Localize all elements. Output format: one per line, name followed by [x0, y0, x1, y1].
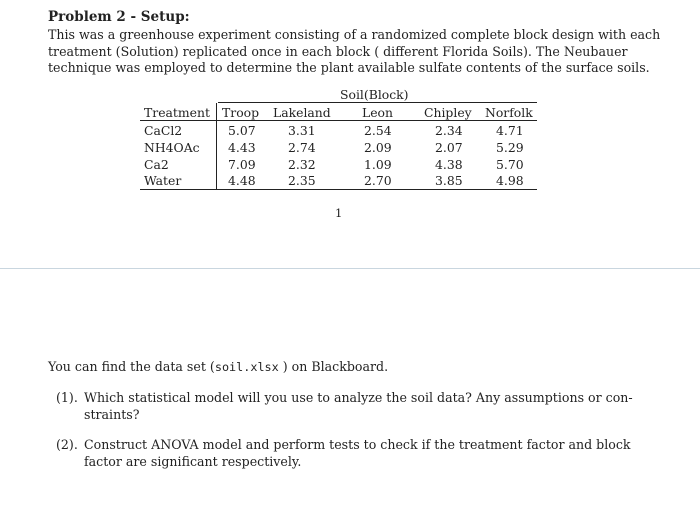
table-cell: 2.35 — [288, 173, 316, 188]
question-text — [84, 389, 664, 423]
description-line: technique was employed to determine the plant available sulfate contents of the surface soils. — [48, 60, 650, 75]
question-number: (1). — [56, 390, 78, 405]
table-cell: 2.54 — [364, 123, 392, 138]
group-header-soil-block: Soil(Block) — [340, 87, 409, 102]
question-number: (2). — [56, 437, 78, 452]
table-cell: 5.29 — [496, 140, 524, 155]
intro-text: You can find the data set ( — [48, 359, 215, 374]
table-cell: Water — [144, 173, 182, 188]
table-cell: NH4OAc — [144, 140, 200, 155]
table-rule-bottom — [140, 189, 537, 190]
table-rule-header — [140, 120, 537, 121]
table-cell: 4.98 — [496, 173, 524, 188]
table-cell: 4.43 — [228, 140, 256, 155]
column-header-chipley: Chipley — [424, 105, 472, 120]
problem-heading: Problem 2 - Setup: — [48, 9, 190, 25]
table-cell: 1.09 — [364, 157, 392, 172]
table-cell: 5.07 — [228, 123, 256, 138]
table-rule-top — [218, 102, 537, 103]
table-cell: 2.09 — [364, 140, 392, 155]
table-cell: 2.74 — [288, 140, 316, 155]
table-cell: 3.31 — [288, 123, 316, 138]
question-line: Construct ANOVA model and perform tests to check if the treatment factor and block — [84, 437, 631, 452]
table-cell: 4.38 — [435, 157, 463, 172]
question-line: straints? — [84, 407, 140, 422]
table-cell: 2.70 — [364, 173, 392, 188]
table-cell: CaCl2 — [144, 123, 183, 138]
page-2 — [0, 269, 700, 513]
table-cell: 4.71 — [496, 123, 524, 138]
page-number: 1 — [335, 206, 343, 220]
table-cell: 7.09 — [228, 157, 256, 172]
table-cell: 3.85 — [435, 173, 463, 188]
table-cell: 2.34 — [435, 123, 463, 138]
table-cell: 5.70 — [496, 157, 524, 172]
table-cell: Ca2 — [144, 157, 169, 172]
dataset-filename: soil.xlsx — [214, 360, 279, 374]
table-cell: 2.32 — [288, 157, 316, 172]
column-header-treatment: Treatment — [144, 105, 210, 120]
table-cell: 4.48 — [228, 173, 256, 188]
table-vertical-rule — [216, 103, 217, 190]
problem-description — [48, 27, 661, 77]
description-line: This was a greenhouse experiment consisting of a randomized complete block design with each — [48, 27, 661, 42]
description-line: treatment (Solution) replicated once in each block ( different Florida Soils). The Neubauer — [48, 43, 628, 59]
soil-data-table — [140, 87, 537, 190]
question-line: Which statistical model will you use to analyze the soil data? Any assumptions or con- — [84, 390, 633, 405]
intro-text: ) on Blackboard. — [278, 359, 389, 374]
column-header-norfolk: Norfolk — [485, 105, 533, 120]
question-line: factor are significant respectively. — [84, 454, 302, 469]
column-header-leon: Leon — [362, 105, 394, 120]
question-text — [84, 436, 664, 470]
column-header-lakeland: Lakeland — [273, 105, 331, 120]
column-header-troop: Troop — [222, 105, 260, 120]
table-cell: 2.07 — [435, 140, 463, 155]
dataset-intro — [48, 359, 388, 374]
